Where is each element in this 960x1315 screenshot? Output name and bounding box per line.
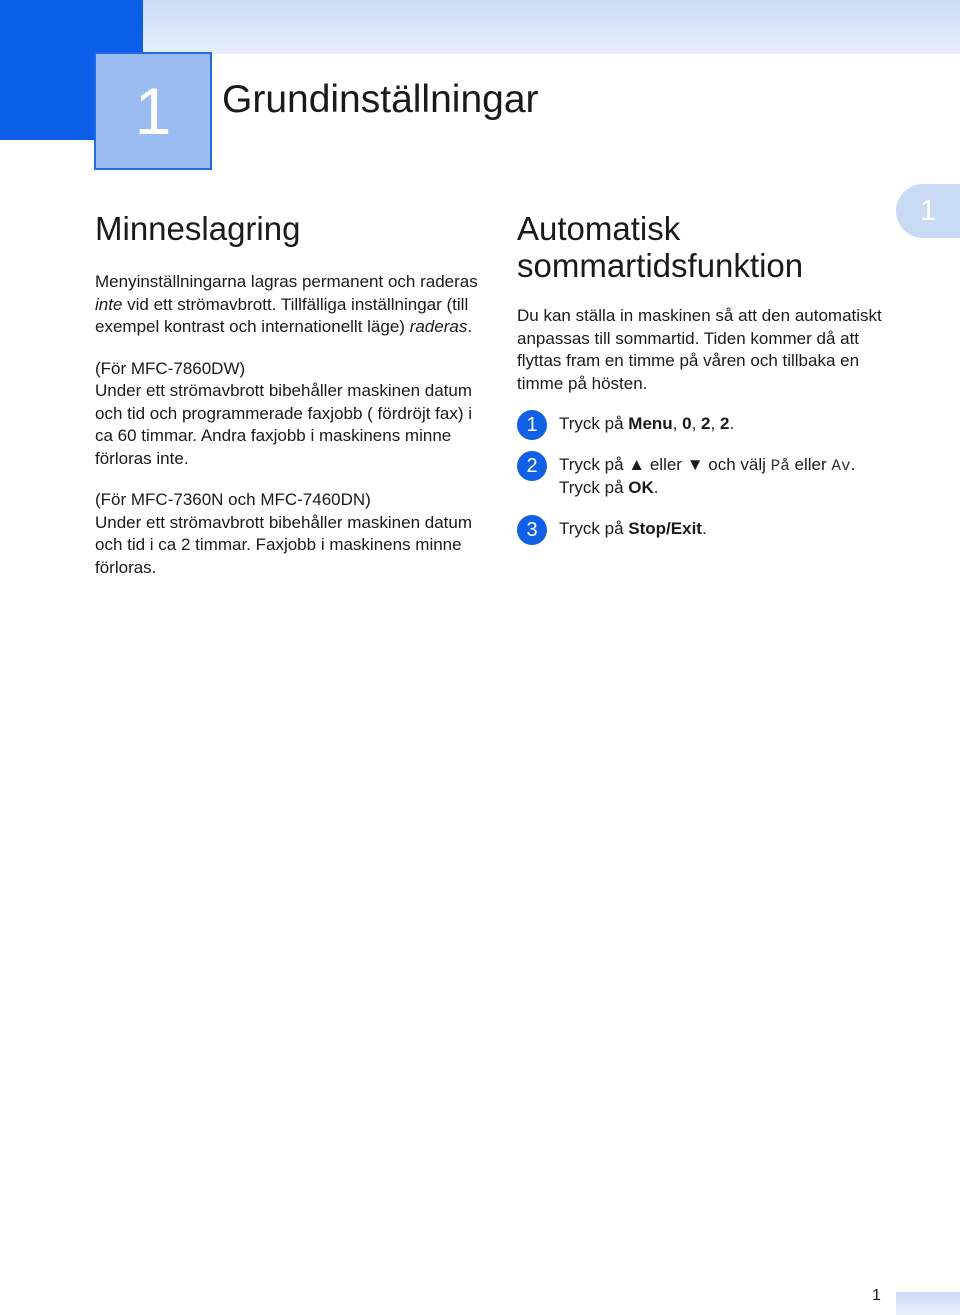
option-on: På: [770, 456, 790, 475]
up-arrow-icon: ▲: [628, 454, 646, 474]
paragraph-memory-intro: Menyinställningarna lagras permanent och raderas inte vid ett strömavbrott. Tillfälliga inställningar (till exempel kontrast och internationellt läge) raderas.: [95, 272, 478, 336]
paragraph-dst-intro: Du kan ställa in maskinen så att den automatiskt anpassas till sommartid. Tiden kommer då att flyttas fram en timme på våren och tillbaka en timme på hösten.: [517, 306, 882, 393]
step-number-badge: 3: [517, 515, 547, 545]
down-arrow-icon: ▼: [686, 454, 704, 474]
paragraph-mfc7860: (För MFC-7860DW) Under ett strömavbrott bibehåller maskinen datum och tid och programmerade faxjobb ( fördröjt fax) i ca 60 timmar. Andra faxjobb i maskinens minne förloras inte.: [95, 358, 473, 468]
key-ok: OK: [628, 478, 654, 497]
step-item: 1 Tryck på Menu, 0, 2, 2.: [517, 413, 897, 436]
section-heading-memory: Minneslagring: [95, 210, 301, 247]
key-menu: Menu: [628, 414, 673, 433]
model-label: (För MFC-7360N och MFC-7460DN): [95, 490, 371, 509]
chapter-number: 1: [134, 74, 172, 148]
step-item: 2 Tryck på ▲ eller ▼ och välj På eller Av. Tryck på OK.: [517, 454, 897, 500]
footer-bar: [896, 1292, 960, 1315]
chapter-title: Grundinställningar: [222, 78, 539, 121]
step-item: 3 Tryck på Stop/Exit.: [517, 518, 897, 541]
model-label: (För MFC-7860DW): [95, 358, 246, 378]
header-band: [143, 0, 960, 54]
page-number: 1: [872, 1287, 881, 1304]
step-number-badge: 2: [517, 451, 547, 481]
step-number-badge: 1: [517, 410, 547, 440]
step-list: [517, 413, 897, 540]
key-stop-exit: Stop/Exit: [628, 518, 702, 538]
chapter-number-box: [94, 52, 212, 170]
right-column: [517, 210, 897, 558]
paragraph-mfc7360-7460: (För MFC-7360N och MFC-7460DN) Under ett strömavbrott bibehåller maskinen datum och tid i ca 2 timmar. Faxjobb i maskinens minne förloras.: [95, 490, 473, 577]
section-heading-dst: Automatisk sommartidsfunktion: [517, 210, 804, 284]
side-chapter-tab: [896, 184, 960, 238]
option-off: Av: [831, 456, 851, 475]
side-chapter-tab-number: 1: [920, 194, 937, 227]
left-column: [95, 210, 490, 598]
